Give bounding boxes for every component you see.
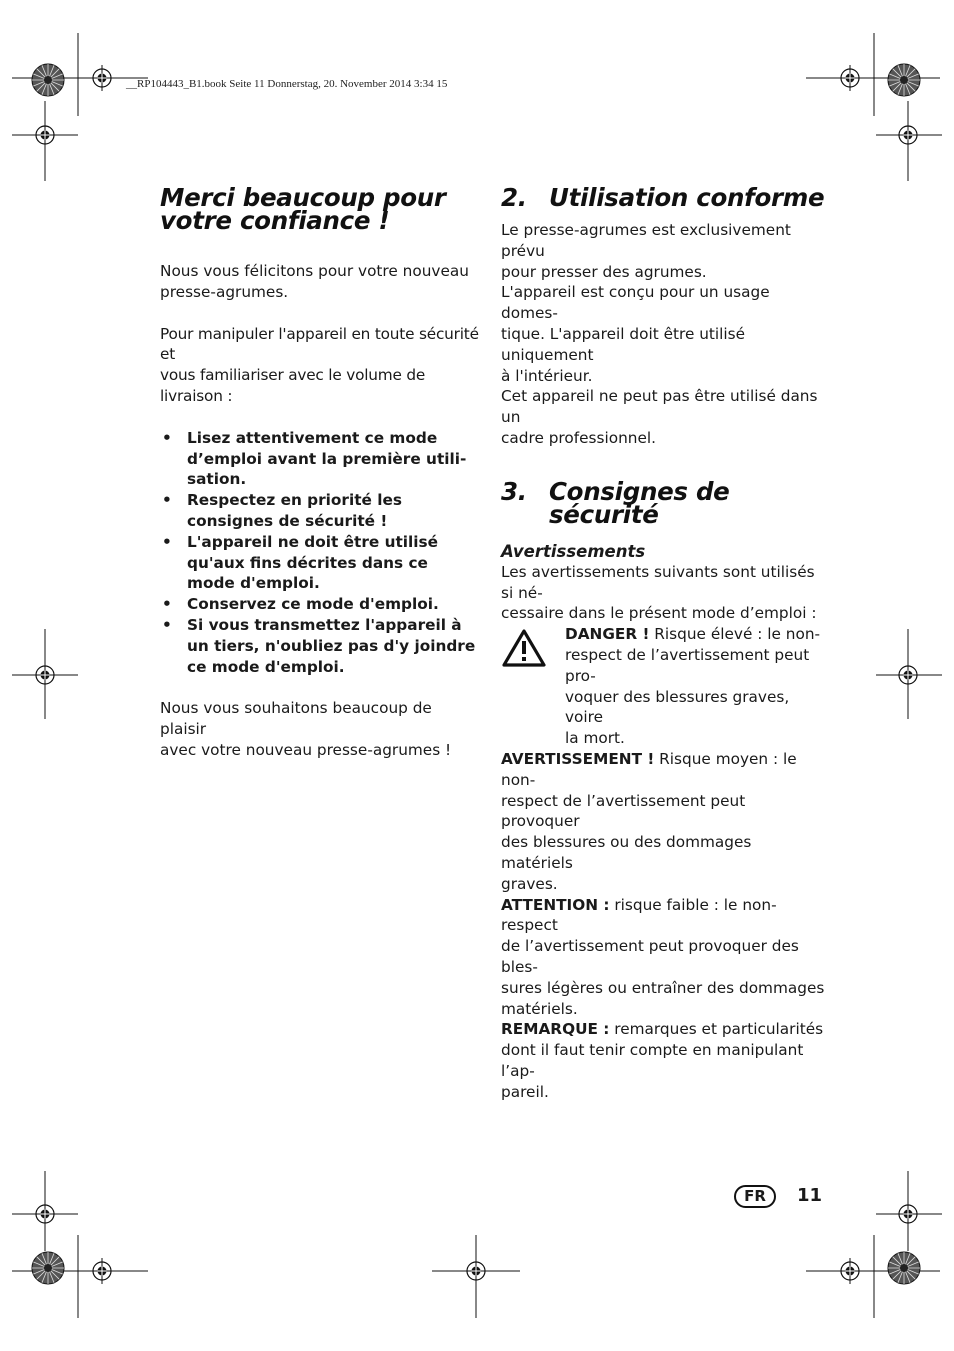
list-item: • Lisez attentivement ce mode d’emploi avant la première utili- sation. (160, 428, 482, 490)
color-wheel-icon (888, 1252, 920, 1284)
handling-paragraph: Pour manipuler l'appareil en toute sécurité et vous familiariser avec le volume de livraison : (160, 324, 479, 405)
section-2-heading: 2. Utilisation conforme (501, 183, 825, 212)
page-number: 11 (797, 1185, 823, 1206)
registration-mark-icon (32, 662, 58, 688)
registration-mark-icon (837, 1258, 863, 1284)
warnings-subheading: Avertissements (501, 541, 646, 561)
color-wheel-icon (32, 64, 64, 96)
registration-mark-icon (895, 662, 921, 688)
warnings-intro: Les avertissements suivants sont utilisés si né- cessaire dans le présent mode d’emploi : (501, 562, 817, 623)
danger-text: DANGER ! Risque élevé : le non- respect de l’avertissement peut pro- voquer des blessures graves, voire la mort. (565, 625, 821, 748)
registration-mark-icon (32, 1201, 58, 1227)
left-column (160, 183, 482, 761)
attention-text: ATTENTION : risque faible : le non-respect de l’avertissement peut provoquer des bles- sures légères ou entraîner des dommages matériels. (501, 895, 825, 1018)
section-3-heading: 3. Consignes de sécurité (501, 476, 730, 529)
intro-paragraph: Nous vous félicitons pour votre nouveau presse-agrumes. (160, 262, 469, 301)
list-item: • Si vous transmettez l'appareil à un tiers, n'oubliez pas d'y joindre ce mode d'emploi. (160, 615, 482, 677)
closing-paragraph: Nous vous souhaitons beaucoup de plaisir avec votre nouveau presse-agrumes ! (160, 699, 452, 759)
danger-warning (501, 624, 827, 749)
registration-mark-icon (32, 122, 58, 148)
avertissement-text: AVERTISSEMENT ! Risque moyen : le non- respect de l’avertissement peut provoquer des blessures ou des dommages matériels graves. (501, 749, 797, 893)
color-wheel-icon (888, 64, 920, 96)
registration-mark-icon (837, 65, 863, 91)
registration-mark-icon (89, 65, 115, 91)
right-column (501, 183, 827, 1102)
list-item: • L'appareil ne doit être utilisé qu'aux fins décrites dans ce mode d'emploi. (160, 532, 482, 594)
print-file-info: __RP104443_B1.book Seite 11 Donnerstag, 20. November 2014 3:34 15 (126, 78, 448, 90)
intended-use-paragraph: Le presse-agrumes est exclusivement prévu pour presser des agrumes. L'appareil est conçu pour un usage domes- tique. L'appareil doit être utilisé uniquement à l'intérieur. Cet appareil ne peut pas être utilisé dans un cadre professionnel. (501, 221, 818, 447)
remarque-text: REMARQUE : remarques et particularités dont il faut tenir compte en manipulant l’ap- pareil. (501, 1020, 824, 1101)
registration-mark-icon (89, 1258, 115, 1284)
registration-mark-icon (463, 1258, 489, 1284)
registration-mark-icon (895, 1201, 921, 1227)
list-item: • Respectez en priorité les consignes de sécurité ! (160, 490, 482, 532)
language-badge: FR (734, 1185, 776, 1208)
warning-triangle-icon (501, 624, 565, 668)
color-wheel-icon (32, 1252, 64, 1284)
registration-mark-icon (895, 122, 921, 148)
thanks-heading: Merci beaucoup pour votre confiance ! (160, 183, 446, 235)
instruction-list (160, 428, 482, 678)
list-item: • Conservez ce mode d'emploi. (160, 594, 482, 615)
